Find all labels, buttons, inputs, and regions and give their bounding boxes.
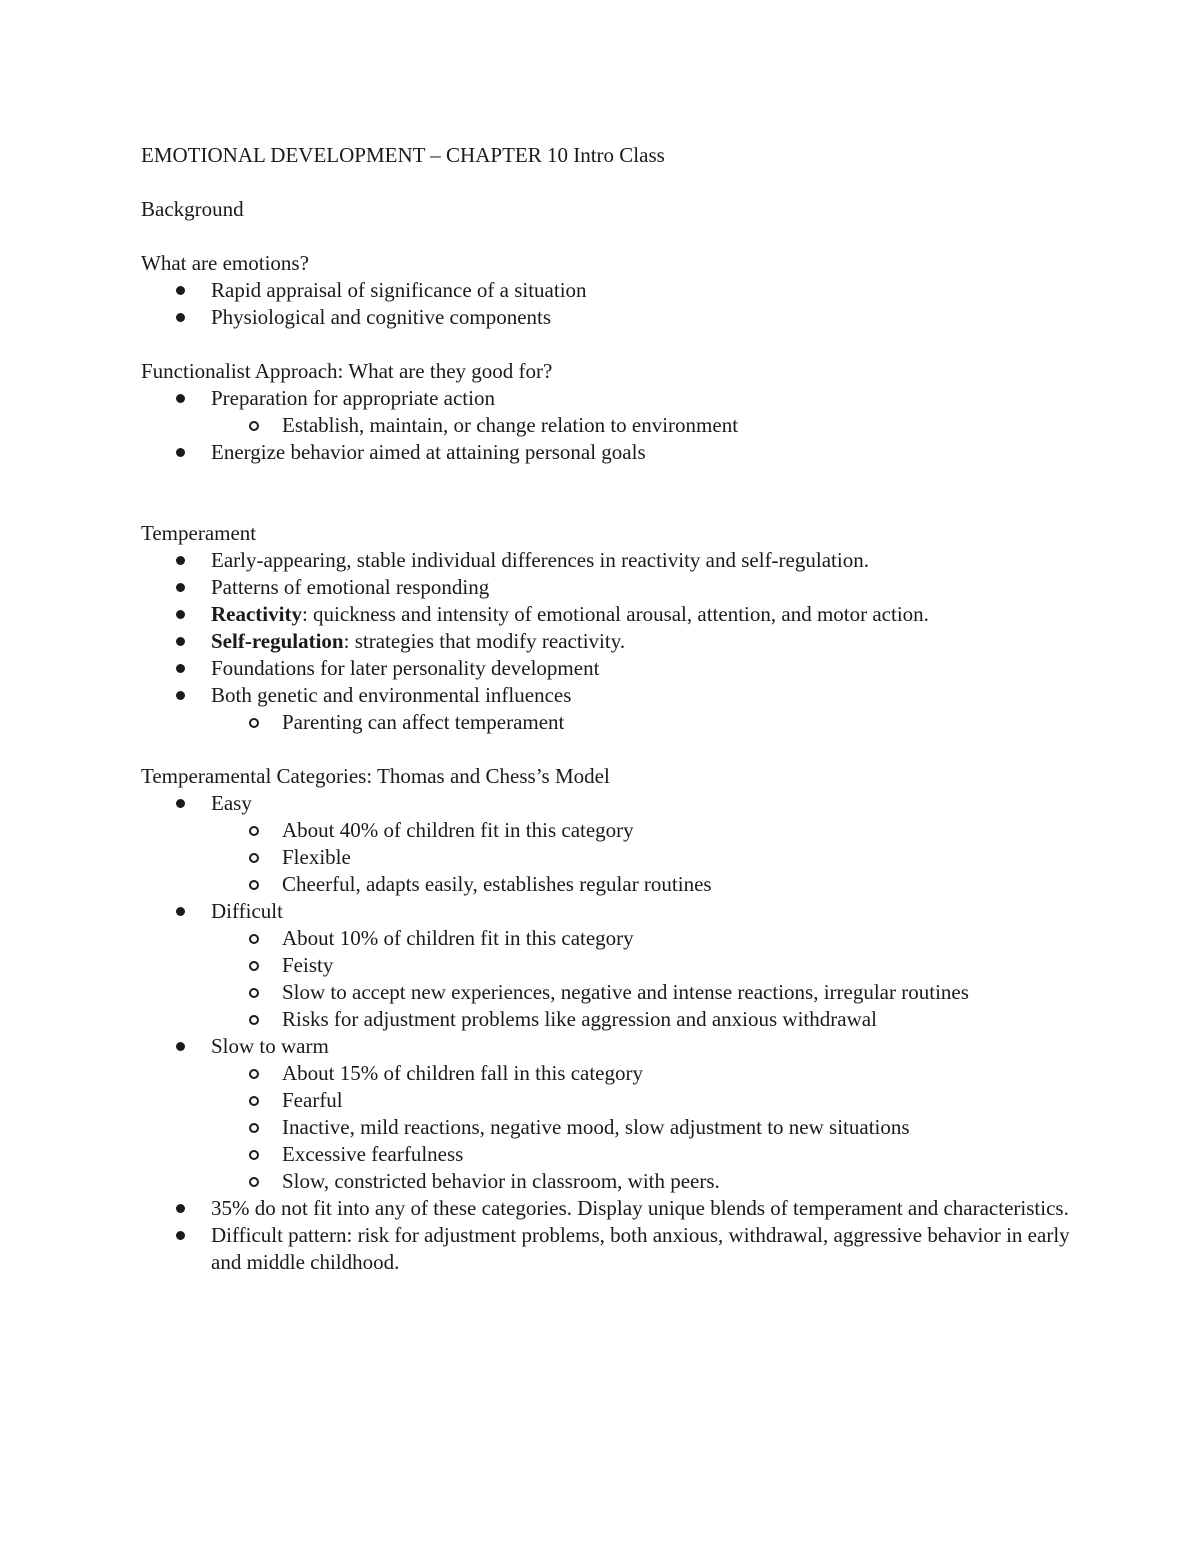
sub-list-item: Risks for adjustment problems like aggression and anxious withdrawal	[141, 1006, 1081, 1033]
sub-list-item: Excessive fearfulness	[141, 1141, 1081, 1168]
list-item-note-unique-blends: 35% do not fit into any of these categories. Display unique blends of temperament and characteristics.	[141, 1195, 1081, 1222]
list-item-self-regulation	[141, 628, 1081, 655]
sub-list-item: Cheerful, adapts easily, establishes regular routines	[141, 871, 1081, 898]
term-self-regulation: Self-regulation	[211, 629, 344, 653]
list-item: Both genetic and environmental influences	[141, 682, 1081, 709]
sub-list-item: Establish, maintain, or change relation to environment	[141, 412, 1081, 439]
list-item-reactivity	[141, 601, 1081, 628]
document-page	[141, 142, 1081, 1276]
document-title: EMOTIONAL DEVELOPMENT – CHAPTER 10 Intro Class	[141, 143, 665, 167]
list-item: Foundations for later personality development	[141, 655, 1081, 682]
category-slow-to-warm: Slow to warm	[141, 1033, 1081, 1060]
sub-list-item: Slow to accept new experiences, negative and intense reactions, irregular routines	[141, 979, 1081, 1006]
sub-list-item: Parenting can affect temperament	[141, 709, 1081, 736]
list-item: Energize behavior aimed at attaining personal goals	[141, 439, 1081, 466]
list-item: Physiological and cognitive components	[141, 304, 1081, 331]
sub-list-item: Slow, constricted behavior in classroom, with peers.	[141, 1168, 1081, 1195]
category-easy: Easy	[141, 790, 1081, 817]
sub-list-item: About 10% of children fit in this category	[141, 925, 1081, 952]
section-heading-categories: Temperamental Categories: Thomas and Chess’s Model	[141, 764, 610, 788]
sub-list-item: Inactive, mild reactions, negative mood, slow adjustment to new situations	[141, 1114, 1081, 1141]
category-difficult: Difficult	[141, 898, 1081, 925]
list-item: Early-appearing, stable individual differences in reactivity and self-regulation.	[141, 547, 1081, 574]
sub-list-item: Feisty	[141, 952, 1081, 979]
section-heading-emotions: What are emotions?	[141, 251, 309, 275]
definition-reactivity: : quickness and intensity of emotional arousal, attention, and motor action.	[301, 602, 929, 626]
section-heading-temperament: Temperament	[141, 521, 257, 545]
list-item: Preparation for appropriate action	[141, 385, 1081, 412]
list-item: Patterns of emotional responding	[141, 574, 1081, 601]
section-heading-functionalist: Functionalist Approach: What are they good for?	[141, 359, 553, 383]
section-heading-background: Background	[141, 197, 244, 221]
list-item: Rapid appraisal of significance of a situation	[141, 277, 1081, 304]
definition-self-regulation: : strategies that modify reactivity.	[343, 629, 626, 653]
sub-list-item: About 15% of children fall in this category	[141, 1060, 1081, 1087]
sub-list-item: About 40% of children fit in this category	[141, 817, 1081, 844]
term-reactivity: Reactivity	[211, 602, 302, 626]
sub-list-item: Fearful	[141, 1087, 1081, 1114]
list-item-note-difficult-pattern: Difficult pattern: risk for adjustment problems, both anxious, withdrawal, aggressive behavior in early and middle childhood.	[141, 1222, 1081, 1276]
sub-list-item: Flexible	[141, 844, 1081, 871]
